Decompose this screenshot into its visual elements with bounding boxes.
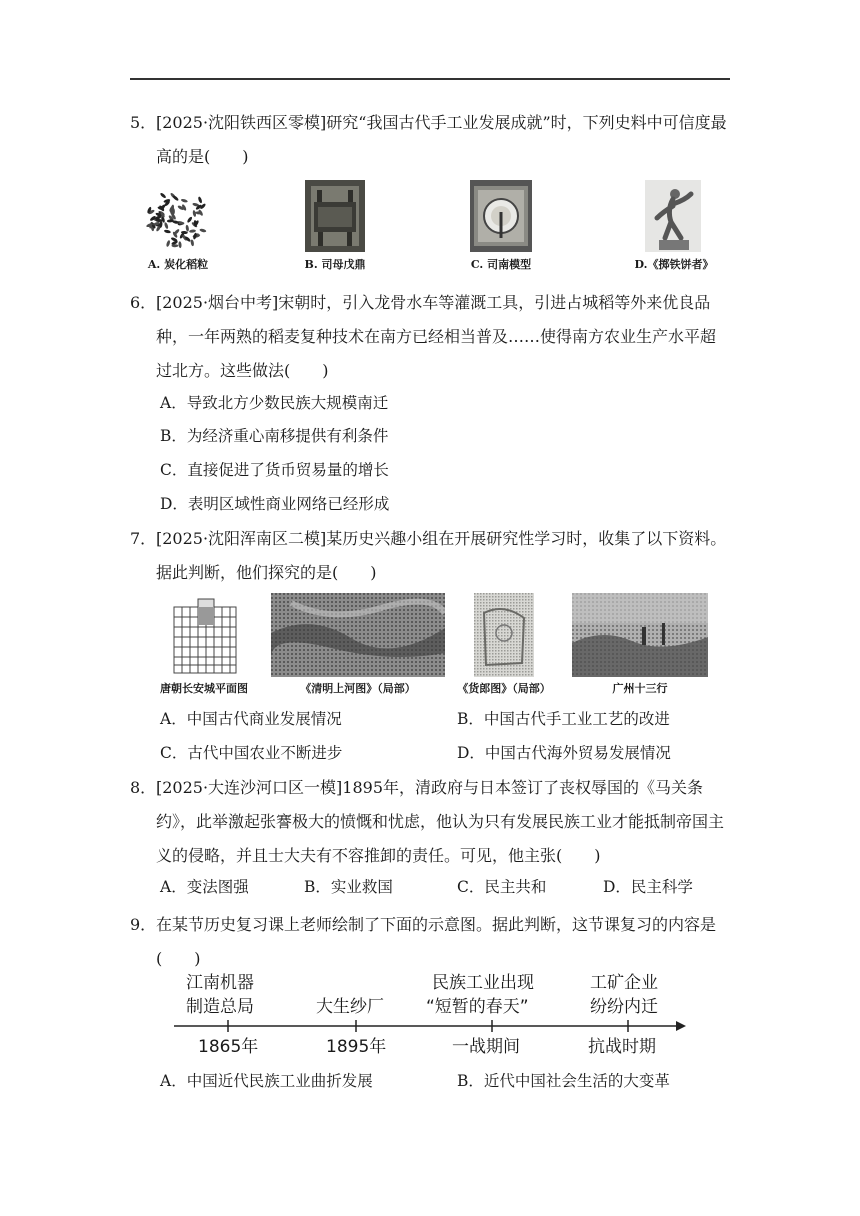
carbonized-rice-image <box>140 182 216 254</box>
option-d: D．中国古代海外贸易发展情况 <box>457 744 671 762</box>
city-plan-image <box>170 597 240 677</box>
option-b: B．近代中国社会生活的大变革 <box>457 1072 670 1090</box>
discus-thrower-image <box>645 180 701 252</box>
question-6 <box>130 286 730 388</box>
image-caption: 《清明上河图》（局部） <box>300 682 416 695</box>
peddler-painting-image <box>474 593 534 677</box>
event-year: 1895年 <box>326 1037 387 1057</box>
option-c: C．古代中国农业不断进步 <box>160 744 343 762</box>
event-label: 江南机器 <box>186 973 254 993</box>
image-caption: C. 司南模型 <box>470 258 532 271</box>
sinan-compass-image <box>470 180 532 252</box>
question-number: 6． <box>130 293 157 312</box>
timeline-diagram <box>170 970 690 1070</box>
image-caption: B. 司母戊鼎 <box>304 258 366 271</box>
option-c: C．直接促进了货币贸易量的增长 <box>160 461 389 479</box>
event-label: 工矿企业 <box>590 973 658 993</box>
question-number: 9． <box>130 915 157 934</box>
option-a: A．中国古代商业发展情况 <box>160 710 342 728</box>
event-label: 纷纷内迁 <box>590 997 658 1017</box>
event-label: “短暂的春天” <box>426 997 529 1017</box>
option-a: A．变法图强 <box>160 878 249 896</box>
event-label: 民族工业出现 <box>432 973 534 993</box>
question-stem: 在某节历史复习课上老师绘制了下面的示意图。据此判断，这节课复习的内容是( ) <box>156 915 717 968</box>
event-year: 一战期间 <box>452 1037 520 1057</box>
option-c: C．民主共和 <box>457 878 547 896</box>
event-label: 制造总局 <box>186 997 254 1017</box>
question-stem: [2025·沈阳铁西区零模]研究“我国古代手工业发展成就”时，下列史料中可信度最高的是( ) <box>156 113 727 166</box>
question-stem: [2025·烟台中考]宋朝时，引入龙骨水车等灌溉工具，引进占城稻等外来优良品种，一年两熟的稻麦复种技术在南方已经相当普及……使得南方农业生产水平超过北方。这些做法( ) <box>156 293 717 380</box>
option-d: D．民主科学 <box>603 878 693 896</box>
riverside-painting-image <box>271 593 445 677</box>
image-caption: D.《掷铁饼者》 <box>634 258 714 271</box>
image-caption: A. 炭化稻粒 <box>147 258 209 271</box>
question-number: 8． <box>130 778 157 797</box>
option-b: B．实业救国 <box>304 878 393 896</box>
image-caption: 广州十三行 <box>612 682 668 695</box>
event-year: 抗战时期 <box>588 1037 656 1057</box>
option-d: D．表明区域性商业网络已经形成 <box>160 495 390 513</box>
header-rule <box>130 78 730 80</box>
question-number: 5． <box>130 113 157 132</box>
bronze-ding-image <box>305 180 365 252</box>
question-stem: [2025·大连沙河口区一模]1895年，清政府与日本签订了丧权辱国的《马关条约》，此举激起张謇极大的愤慨和忧虑，他认为只有发展民族工业才能抵制帝国主义的侵略，并且士大夫有不容推卸的责任。可见，他主张( ) <box>156 778 725 865</box>
option-b: B．为经济重心南移提供有利条件 <box>160 427 389 445</box>
question-8 <box>130 771 730 873</box>
question-number: 7． <box>130 529 157 548</box>
option-a: A．中国近代民族工业曲折发展 <box>160 1072 373 1090</box>
question-5 <box>130 106 730 174</box>
question-9 <box>130 908 730 976</box>
option-a: A．导致北方少数民族大规模南迁 <box>160 394 389 412</box>
canton-painting-image <box>572 593 708 677</box>
event-label: 大生纱厂 <box>316 997 384 1017</box>
question-7 <box>130 522 730 590</box>
question-stem: [2025·沈阳浑南区二模]某历史兴趣小组在开展研究性学习时，收集了以下资料。据此判断，他们探究的是( ) <box>156 529 727 582</box>
option-b: B．中国古代手工业工艺的改进 <box>457 710 670 728</box>
image-caption: 唐朝长安城平面图 <box>160 682 248 695</box>
event-year: 1865年 <box>198 1037 259 1057</box>
image-caption: 《货郎图》（局部） <box>457 682 551 695</box>
